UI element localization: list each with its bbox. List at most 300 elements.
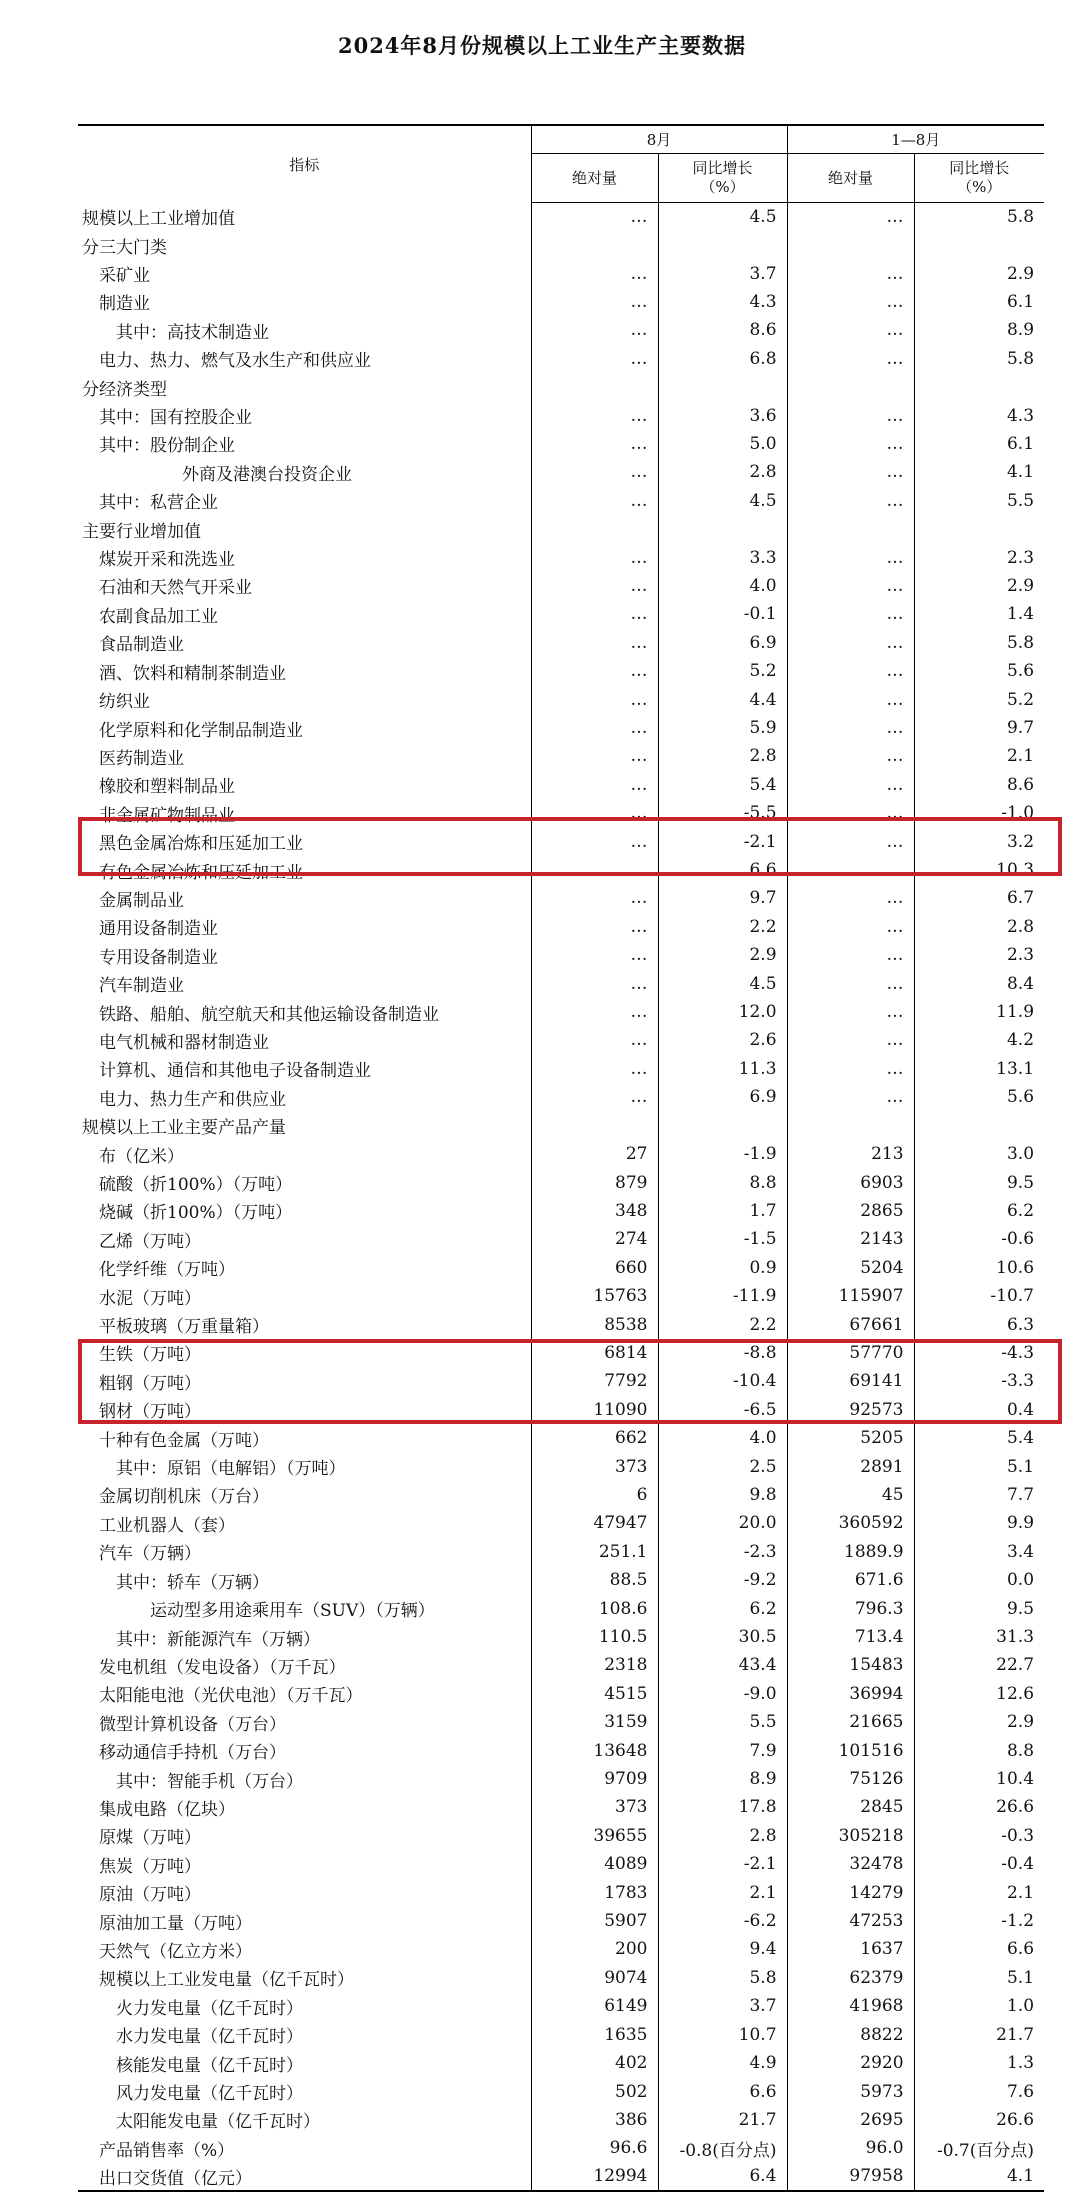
table-row [78,2077,1044,2105]
aug-yoy-cell: 5.5 [658,1708,787,1736]
aug-abs-cell: … [531,487,658,515]
row-label: 外商及港澳台投资企业 [182,464,352,485]
jan-aug-yoy-cell: 2.8 [914,913,1044,941]
table-row [78,969,1044,997]
jan-aug-abs-cell: … [787,657,914,685]
aug-abs-cell: 662 [531,1424,658,1452]
table-row [78,1282,1044,1310]
jan-aug-yoy-cell: 11.9 [914,998,1044,1026]
jan-aug-abs-cell: 713.4 [787,1623,914,1651]
aug-abs-cell: 13648 [531,1736,658,1764]
jan-aug-yoy-cell: 4.1 [914,2163,1044,2191]
jan-aug-yoy-cell: 5.8 [914,629,1044,657]
aug-abs-cell: … [531,458,658,486]
table-row [78,2134,1044,2162]
row-label: 焦炭（万吨） [99,1856,201,1877]
jan-aug-abs-cell: 2865 [787,1197,914,1225]
jan-aug-yoy-cell: 5.8 [914,203,1044,231]
table-row [78,373,1044,401]
jan-aug-yoy-cell: 5.4 [914,1424,1044,1452]
aug-abs-cell: … [531,913,658,941]
row-label: 水力发电量（亿千瓦时） [116,2027,303,2048]
jan-aug-abs-cell: 796.3 [787,1594,914,1622]
row-label: 电力、热力、燃气及水生产和供应业 [99,351,371,372]
header-aug-abs: 绝对量 [531,154,658,203]
jan-aug-yoy-cell: 21.7 [914,2021,1044,2049]
aug-abs-cell: … [531,884,658,912]
jan-aug-abs-cell: 1637 [787,1935,914,1963]
aug-abs-cell: 274 [531,1225,658,1253]
jan-aug-abs-cell: … [787,1083,914,1111]
jan-aug-yoy-cell: 1.0 [914,1992,1044,2020]
jan-aug-yoy-cell: 8.4 [914,969,1044,997]
aug-abs-cell: … [531,1055,658,1083]
table-row [78,345,1044,373]
jan-aug-abs-cell: … [787,572,914,600]
header-aug-yoy: 同比增长 （%） [658,154,787,203]
table-row [78,2106,1044,2134]
table-row [78,941,1044,969]
row-label: 化学纤维（万吨） [99,1260,235,1281]
jan-aug-abs-cell: 45 [787,1481,914,1509]
jan-aug-abs-cell: … [787,799,914,827]
table-row [78,1310,1044,1338]
aug-abs-cell: … [531,856,658,884]
aug-yoy-cell: 11.3 [658,1055,787,1083]
row-label: 化学原料和化学制品制造业 [99,720,303,741]
table-row [78,1878,1044,1906]
jan-aug-yoy-cell: 5.5 [914,487,1044,515]
header-jan-aug-yoy: 同比增长 （%） [914,154,1044,203]
row-label: 规模以上工业发电量（亿千瓦时） [99,1970,354,1991]
table-row [78,1481,1044,1509]
jan-aug-yoy-cell: 8.6 [914,771,1044,799]
aug-abs-cell: 39655 [531,1822,658,1850]
aug-abs-cell: 9709 [531,1765,658,1793]
aug-abs-cell: 502 [531,2077,658,2105]
jan-aug-abs-cell: … [787,458,914,486]
table-row [78,401,1044,429]
jan-aug-abs-cell: 5973 [787,2077,914,2105]
row-label: 钢材（万吨） [99,1402,201,1423]
row-label: 运动型多用途乘用车（SUV）（万辆） [150,1601,435,1622]
jan-aug-yoy-cell: 10.6 [914,1254,1044,1282]
table-row [78,771,1044,799]
row-label: 粗钢（万吨） [99,1373,201,1394]
row-label: 铁路、船舶、航空航天和其他运输设备制造业 [99,1004,439,1025]
aug-yoy-cell: -5.5 [658,799,787,827]
aug-abs-cell: … [531,1026,658,1054]
jan-aug-abs-cell: 5204 [787,1254,914,1282]
jan-aug-abs-cell: … [787,629,914,657]
jan-aug-abs-cell [787,1112,914,1140]
aug-abs-cell: … [531,401,658,429]
jan-aug-abs-cell [787,373,914,401]
jan-aug-abs-cell: … [787,771,914,799]
aug-abs-cell: … [531,316,658,344]
jan-aug-yoy-cell: 26.6 [914,1793,1044,1821]
aug-yoy-cell: 2.6 [658,1026,787,1054]
aug-yoy-cell: 9.7 [658,884,787,912]
aug-yoy-cell: 6.8 [658,345,787,373]
aug-abs-cell: 4089 [531,1850,658,1878]
jan-aug-yoy-cell: 3.2 [914,827,1044,855]
aug-abs-cell: … [531,827,658,855]
jan-aug-yoy-cell: 6.3 [914,1310,1044,1338]
aug-yoy-cell: 10.7 [658,2021,787,2049]
table-row [78,259,1044,287]
jan-aug-abs-cell: … [787,941,914,969]
row-label: 水泥（万吨） [99,1288,201,1309]
aug-abs-cell: … [531,742,658,770]
table-row [78,685,1044,713]
jan-aug-yoy-cell: -10.7 [914,1282,1044,1310]
jan-aug-abs-cell: 213 [787,1140,914,1168]
row-label: 布（亿米） [99,1146,184,1167]
table-row [78,884,1044,912]
jan-aug-yoy-cell: 5.6 [914,1083,1044,1111]
jan-aug-abs-cell: 2695 [787,2106,914,2134]
jan-aug-yoy-cell [914,231,1044,259]
jan-aug-abs-cell: … [787,401,914,429]
row-label: 金属切削机床（万台） [99,1487,269,1508]
row-label: 制造业 [99,294,150,315]
aug-yoy-cell: 6.9 [658,629,787,657]
aug-yoy-cell: 2.9 [658,941,787,969]
aug-yoy-cell: 30.5 [658,1623,787,1651]
aug-yoy-cell: -0.1 [658,600,787,628]
jan-aug-abs-cell: … [787,969,914,997]
jan-aug-yoy-cell: 2.1 [914,1878,1044,1906]
aug-abs-cell: 27 [531,1140,658,1168]
aug-abs-cell [531,231,658,259]
table-row [78,600,1044,628]
row-label: 有色金属冶炼和压延加工业 [99,862,303,883]
table-row [78,1424,1044,1452]
jan-aug-abs-cell: 47253 [787,1907,914,1935]
jan-aug-yoy-cell: 6.7 [914,884,1044,912]
row-label: 原油（万吨） [99,1885,201,1906]
aug-abs-cell: … [531,685,658,713]
jan-aug-yoy-cell: 5.8 [914,345,1044,373]
jan-aug-yoy-cell: 6.1 [914,430,1044,458]
row-label: 非金属矿物制品业 [99,805,235,826]
aug-yoy-cell: -6.2 [658,1907,787,1935]
aug-abs-cell: … [531,941,658,969]
table-row [78,1254,1044,1282]
aug-abs-cell [531,373,658,401]
aug-yoy-cell: -2.1 [658,1850,787,1878]
table-row [78,742,1044,770]
table-header [78,125,1044,203]
jan-aug-yoy-cell: -1.0 [914,799,1044,827]
table-row [78,1793,1044,1821]
table-row [78,430,1044,458]
row-label: 汽车制造业 [99,976,184,997]
header-indicator: 指标 [289,155,320,174]
aug-abs-cell: … [531,1083,658,1111]
jan-aug-yoy-cell: -4.3 [914,1339,1044,1367]
table-row [78,487,1044,515]
jan-aug-abs-cell: … [787,685,914,713]
jan-aug-yoy-cell: 7.6 [914,2077,1044,2105]
table-row [78,458,1044,486]
aug-yoy-cell: 2.1 [658,1878,787,1906]
jan-aug-abs-cell: 96.0 [787,2134,914,2162]
jan-aug-yoy-cell: 6.6 [914,1935,1044,1963]
jan-aug-yoy-cell: 0.4 [914,1396,1044,1424]
row-label: 发电机组（发电设备）（万千瓦） [99,1657,346,1678]
aug-abs-cell: 660 [531,1254,658,1282]
jan-aug-yoy-cell: 2.9 [914,572,1044,600]
aug-abs-cell: … [531,799,658,827]
table-row [78,543,1044,571]
aug-yoy-cell: -6.5 [658,1396,787,1424]
row-label: 其中：股份制企业 [99,436,235,457]
table-row [78,1765,1044,1793]
aug-abs-cell: 251.1 [531,1538,658,1566]
aug-yoy-cell: 6.2 [658,1594,787,1622]
jan-aug-abs-cell: 67661 [787,1310,914,1338]
jan-aug-yoy-cell: 2.9 [914,1708,1044,1736]
aug-yoy-cell: 4.4 [658,685,787,713]
table-row [78,1197,1044,1225]
aug-yoy-cell: 4.0 [658,1424,787,1452]
highlight-box-metals [78,817,1062,876]
jan-aug-yoy-cell: 2.3 [914,543,1044,571]
aug-yoy-cell: 4.5 [658,487,787,515]
row-label: 其中：国有控股企业 [99,408,252,429]
jan-aug-abs-cell: … [787,288,914,316]
jan-aug-abs-cell: … [787,316,914,344]
aug-abs-cell: … [531,543,658,571]
aug-abs-cell: … [531,998,658,1026]
jan-aug-yoy-cell: -0.3 [914,1822,1044,1850]
header-jan-aug-abs: 绝对量 [787,154,914,203]
jan-aug-yoy-cell: 31.3 [914,1623,1044,1651]
jan-aug-abs-cell: … [787,714,914,742]
jan-aug-abs-cell: 32478 [787,1850,914,1878]
aug-yoy-cell: 5.9 [658,714,787,742]
jan-aug-abs-cell: … [787,543,914,571]
jan-aug-abs-cell: 115907 [787,1282,914,1310]
aug-yoy-cell: 6.6 [658,2077,787,2105]
row-label: 其中：高技术制造业 [116,322,269,343]
aug-yoy-cell: 3.7 [658,1992,787,2020]
row-label: 计算机、通信和其他电子设备制造业 [99,1061,371,1082]
jan-aug-abs-cell: … [787,856,914,884]
jan-aug-yoy-cell: -1.2 [914,1907,1044,1935]
aug-yoy-cell: 1.7 [658,1197,787,1225]
aug-abs-cell: 1635 [531,2021,658,2049]
aug-yoy-cell: 4.3 [658,288,787,316]
jan-aug-abs-cell: 21665 [787,1708,914,1736]
row-label: 核能发电量（亿千瓦时） [116,2055,303,2076]
jan-aug-yoy-cell: 2.1 [914,742,1044,770]
aug-yoy-cell: 0.9 [658,1254,787,1282]
aug-abs-cell: … [531,259,658,287]
table-row [78,2021,1044,2049]
aug-yoy-cell: 2.8 [658,1822,787,1850]
jan-aug-abs-cell: 75126 [787,1765,914,1793]
table-row [78,1026,1044,1054]
aug-yoy-cell: -11.9 [658,1282,787,1310]
jan-aug-abs-cell: … [787,600,914,628]
row-label: 十种有色金属（万吨） [99,1430,269,1451]
jan-aug-yoy-cell: 12.6 [914,1680,1044,1708]
aug-abs-cell: 11090 [531,1396,658,1424]
table-row [78,714,1044,742]
jan-aug-yoy-cell [914,373,1044,401]
aug-abs-cell: 6 [531,1481,658,1509]
aug-yoy-cell: -2.3 [658,1538,787,1566]
jan-aug-yoy-cell: 0.0 [914,1566,1044,1594]
jan-aug-yoy-cell: 6.1 [914,288,1044,316]
jan-aug-yoy-cell: 26.6 [914,2106,1044,2134]
row-label: 分三大门类 [82,237,167,258]
jan-aug-abs-cell: 2891 [787,1452,914,1480]
row-label: 通用设备制造业 [99,919,218,940]
row-label: 平板玻璃（万重量箱） [99,1317,269,1338]
row-label: 烧碱（折100%）（万吨） [99,1203,293,1224]
table-row [78,1964,1044,1992]
row-label: 移动通信手持机（万台） [99,1743,286,1764]
row-label: 其中：私营企业 [99,493,218,514]
aug-yoy-cell: -0.8(百分点) [658,2134,787,2162]
jan-aug-abs-cell: 62379 [787,1964,914,1992]
jan-aug-yoy-cell [914,515,1044,543]
aug-yoy-cell: 2.2 [658,1310,787,1338]
aug-abs-cell: 96.6 [531,2134,658,2162]
jan-aug-yoy-cell: 5.2 [914,685,1044,713]
row-label: 其中：原铝（电解铝）（万吨） [116,1459,346,1480]
jan-aug-yoy-cell [914,1112,1044,1140]
table-row [78,1452,1044,1480]
table-body [78,203,1044,2191]
row-label: 原煤（万吨） [99,1828,201,1849]
aug-abs-cell: … [531,345,658,373]
jan-aug-yoy-cell: 1.3 [914,2049,1044,2077]
aug-abs-cell: … [531,600,658,628]
row-label: 出口交货值（亿元） [99,2168,252,2189]
row-label: 煤炭开采和洗选业 [99,550,235,571]
table-row [78,1112,1044,1140]
table-row [78,1168,1044,1196]
aug-yoy-cell [658,1112,787,1140]
aug-abs-cell: 88.5 [531,1566,658,1594]
aug-abs-cell: 2318 [531,1651,658,1679]
row-label: 食品制造业 [99,635,184,656]
row-label: 农副食品加工业 [99,606,218,627]
table-row [78,1225,1044,1253]
jan-aug-yoy-cell: 2.9 [914,259,1044,287]
jan-aug-abs-cell: … [787,1026,914,1054]
aug-abs-cell: … [531,657,658,685]
header-jan-aug: 1—8月 [787,125,1044,154]
jan-aug-abs-cell: … [787,487,914,515]
aug-abs-cell: 110.5 [531,1623,658,1651]
jan-aug-yoy-cell: -0.7(百分点) [914,2134,1044,2162]
row-label: 石油和天然气开采业 [99,578,252,599]
jan-aug-yoy-cell: 5.6 [914,657,1044,685]
jan-aug-abs-cell: 6903 [787,1168,914,1196]
aug-abs-cell: … [531,629,658,657]
jan-aug-abs-cell: 41968 [787,1992,914,2020]
table-row [78,1538,1044,1566]
aug-abs-cell: 8538 [531,1310,658,1338]
aug-abs-cell: 7792 [531,1367,658,1395]
jan-aug-abs-cell: 15483 [787,1651,914,1679]
row-label: 其中：智能手机（万台） [116,1771,303,1792]
aug-abs-cell: 200 [531,1935,658,1963]
jan-aug-yoy-cell: 9.7 [914,714,1044,742]
table-row [78,231,1044,259]
aug-yoy-cell [658,515,787,543]
row-label: 橡胶和塑料制品业 [99,777,235,798]
jan-aug-yoy-cell: 2.3 [914,941,1044,969]
aug-yoy-cell: 4.5 [658,203,787,231]
aug-abs-cell: 386 [531,2106,658,2134]
row-label: 其中：轿车（万辆） [116,1572,269,1593]
aug-yoy-cell: 2.8 [658,458,787,486]
aug-yoy-cell: -9.0 [658,1680,787,1708]
jan-aug-yoy-cell: 10.3 [914,856,1044,884]
jan-aug-yoy-cell: -0.6 [914,1225,1044,1253]
jan-aug-abs-cell: 92573 [787,1396,914,1424]
aug-yoy-cell: 8.9 [658,1765,787,1793]
aug-abs-cell: 1783 [531,1878,658,1906]
jan-aug-yoy-cell: 3.4 [914,1538,1044,1566]
row-label: 医药制造业 [99,748,184,769]
jan-aug-yoy-cell: 13.1 [914,1055,1044,1083]
table-row [78,1736,1044,1764]
jan-aug-yoy-cell: 4.2 [914,1026,1044,1054]
table-row [78,657,1044,685]
jan-aug-yoy-cell: 9.5 [914,1594,1044,1622]
aug-yoy-cell: -10.4 [658,1367,787,1395]
jan-aug-yoy-cell: 3.0 [914,1140,1044,1168]
aug-abs-cell: … [531,430,658,458]
row-label: 纺织业 [99,692,150,713]
jan-aug-yoy-cell: 8.9 [914,316,1044,344]
jan-aug-abs-cell: … [787,430,914,458]
row-label: 规模以上工业主要产品产量 [82,1118,286,1139]
page-title: 2024年8月份规模以上工业生产主要数据 [337,33,747,58]
aug-yoy-cell: 8.8 [658,1168,787,1196]
table-row [78,515,1044,543]
jan-aug-abs-cell: … [787,827,914,855]
jan-aug-yoy-cell: 1.4 [914,600,1044,628]
aug-yoy-cell: -9.2 [658,1566,787,1594]
aug-abs-cell: 6149 [531,1992,658,2020]
table-row [78,1083,1044,1111]
row-label: 硫酸（折100%）（万吨） [99,1175,293,1196]
row-label: 电力、热力生产和供应业 [99,1089,286,1110]
aug-abs-cell [531,1112,658,1140]
aug-yoy-cell: 4.0 [658,572,787,600]
aug-yoy-cell: 5.4 [658,771,787,799]
row-label: 生铁（万吨） [99,1345,201,1366]
jan-aug-abs-cell: 97958 [787,2163,914,2191]
aug-abs-cell: 402 [531,2049,658,2077]
row-label: 电气机械和器材制造业 [99,1032,269,1053]
aug-yoy-cell: 12.0 [658,998,787,1026]
aug-abs-cell [531,515,658,543]
aug-yoy-cell: 20.0 [658,1509,787,1537]
row-label: 原油加工量（万吨） [99,1913,252,1934]
jan-aug-abs-cell: 2845 [787,1793,914,1821]
aug-yoy-cell: 2.8 [658,742,787,770]
